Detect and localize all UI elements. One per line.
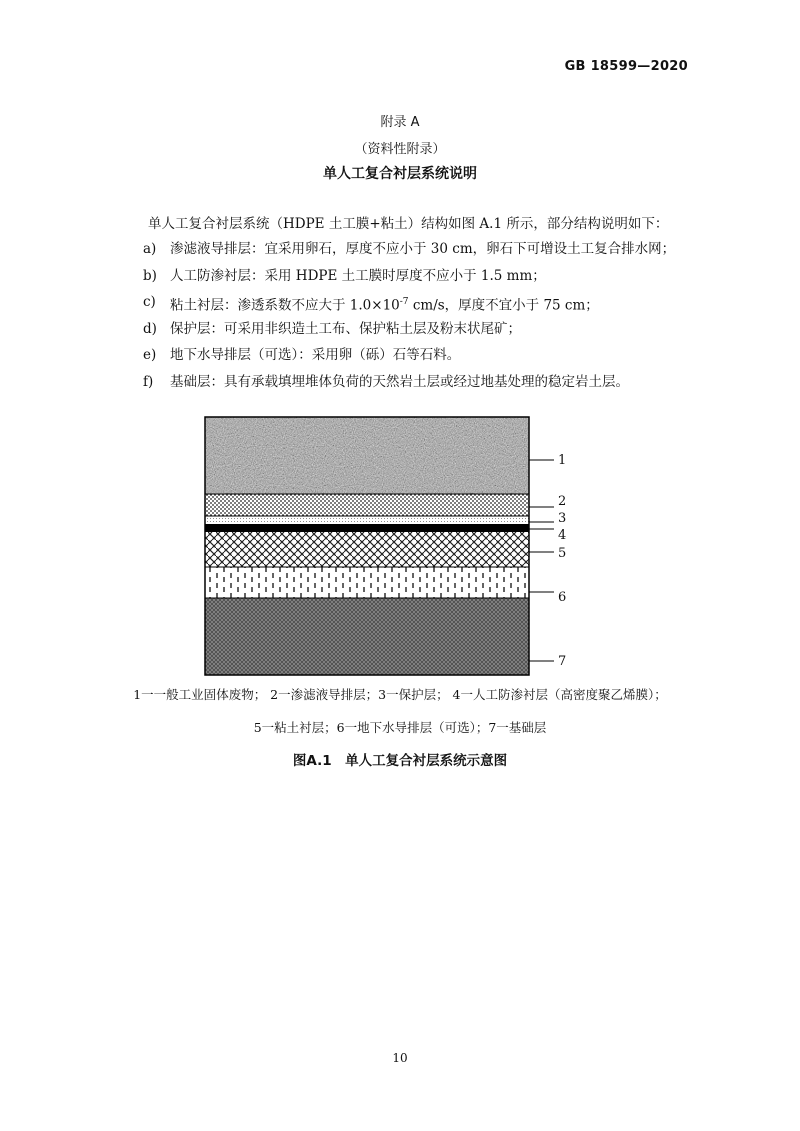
- layer-number-3: 3: [558, 511, 567, 526]
- item-label: a): [143, 241, 157, 257]
- layer-number-5: 5: [558, 546, 567, 561]
- layer-number-4: 4: [558, 528, 567, 543]
- figure-title: 图A.1 单人工复合衬层系统示意图: [292, 753, 508, 769]
- appendix-nature: （资料性附录）: [354, 142, 446, 157]
- liner-system-diagram: [200, 412, 600, 680]
- layer-6-groundwater-drainage: [205, 567, 529, 598]
- list-item: [143, 373, 703, 400]
- layer-7-foundation: [205, 598, 529, 675]
- intro-paragraph: 单人工复合衬层系统（HDPE 土工膜+粘土）结构如图 A.1 所示，部分结构说明如下：: [148, 216, 669, 232]
- layer-5-clay-liner: [205, 532, 529, 567]
- item-text: [170, 293, 599, 320]
- layer-2-leachate-drainage: [205, 494, 529, 516]
- appendix-subject: 单人工复合衬层系统说明: [323, 166, 477, 182]
- list-item: [143, 293, 703, 320]
- layer-4-hdpe-membrane: [205, 524, 529, 532]
- list-item: [143, 320, 703, 347]
- item-text: 人工防渗衬层：采用 HDPE 土工膜时厚度不应小于 1.5 mm；: [170, 267, 546, 284]
- list-item: [143, 240, 703, 267]
- layer-number-6: 6: [558, 590, 567, 605]
- item-label: e): [143, 347, 157, 363]
- item-text-pre: 粘土衬层：渗透系数不应大于 1.0×10: [170, 297, 400, 314]
- item-label: d): [143, 320, 157, 337]
- layer-number-2: 2: [558, 494, 567, 509]
- item-text: 保护层：可采用非织造土工布、保护粘土层及粉末状尾矿；: [170, 320, 521, 337]
- list-item: [143, 346, 703, 373]
- list-item: [143, 267, 703, 294]
- item-label: b): [143, 267, 157, 284]
- figure-legend-line-1: 1一一般工业固体废物； 2一渗滤液导排层；3一保护层； 4一人工防渗衬层（高密度聚乙烯膜）；: [133, 687, 667, 702]
- standard-code: GB 18599—2020: [564, 59, 688, 74]
- item-text-post: cm/s，厚度不宜小于 75 cm；: [408, 297, 599, 314]
- page-number: 10: [392, 1051, 408, 1065]
- layer-3-protection: [205, 516, 529, 524]
- item-label: c): [143, 294, 156, 310]
- layer-number-7: 7: [558, 654, 567, 669]
- item-text: 基础层：具有承载填埋堆体负荷的天然岩土层或经过地基处理的稳定岩土层。: [170, 373, 629, 390]
- item-text: 地下水导排层（可选）：采用卵（砾）石等石料。: [170, 347, 461, 363]
- appendix-title: 附录 A: [380, 115, 420, 130]
- item-text: 渗滤液导排层：宜采用卵石，厚度不应小于 30 cm，卵石下可增设土工复合排水网；: [170, 241, 676, 257]
- item-list: [143, 240, 703, 399]
- figure-legend-line-2: 5一粘土衬层；6一地下水导排层（可选）；7一基础层: [253, 720, 547, 735]
- layer-1-texture: [205, 417, 529, 494]
- layer-number-1: 1: [558, 453, 567, 468]
- item-exponent: -7: [399, 297, 409, 307]
- item-label: f): [143, 373, 154, 390]
